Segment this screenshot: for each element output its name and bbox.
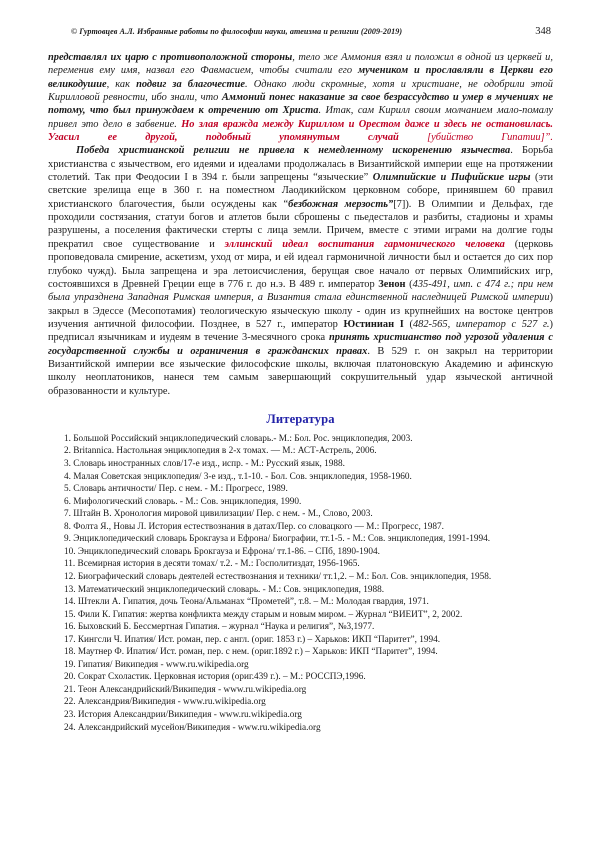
p1-seg-10-red: [убийство Гипатии]”. <box>398 132 554 144</box>
list-item: 8. Фолта Я., Новы Л. История естествознания в датах/Пер. со словацкого — М.: Прогресс, 1987. <box>64 521 444 532</box>
list-item: 11. Всемирная история в десяти томах/ т.2. - М.: Госполитиздат, 1956-1965. <box>64 559 360 570</box>
p1-seg-5: подвиг за благочестие <box>136 78 245 90</box>
p2-seg-12: ) закрыл в Эдессе (Месопотамия) теологическую языческую школу - один из крупнейших на востоке центров изучения античной философии. Позднее, в 527 г., император <box>48 292 553 330</box>
list-item: 6. Мифологический словарь. - М.: Сов. энциклопедия, 1990. <box>64 496 302 507</box>
list-item: 12. Биографический словарь деятелей естествознания и техники/ тт.1,2. – М.: Бол. Сов. энциклопедия, 1958. <box>64 571 492 582</box>
list-item: 24. Александрийский мусейон/Википедия - www.ru.wikipedia.org <box>64 722 321 733</box>
p2-seg-17: принять христианство под угрозой удаления с государственной службы и ограничения в гражданских правах <box>48 332 553 357</box>
p2-seg-9-zeno: Зенон <box>378 278 406 290</box>
p2-seg-18: . В 529 г. он закрыл на территории Византийской империи все языческие философские школы, включая платоновскую Академию и афинскую школу неоплатоников, нанеся тем самым завершающий сокрушительный удар языческой античной образованности и культуре. <box>48 345 553 397</box>
list-item: 17. Кингсли Ч. Ипатия/ Ист. роман, пер. с англ. (ориг. 1853 г.) – Харьков: ИКП “Паритет”, 1994. <box>64 634 441 645</box>
list-item: 23. История Александрии/Википедия - www.ru.wikipedia.org <box>64 709 302 720</box>
p2-seg-16: ) предписал язычникам и иудеям в течение 3-месячного срока <box>48 318 553 344</box>
literature-list <box>48 433 553 734</box>
p2-seg-13-justinian: Юстиниан I <box>343 318 404 330</box>
list-item: 5. Словарь античности/ Пер. с нем. - М.: Прогресс, 1989. <box>64 484 288 495</box>
p2-seg-10: ( <box>405 278 413 290</box>
p2-seg-1: Победа христианской религии не привела к немедленному искоренению язычества <box>76 145 511 157</box>
list-item: 2. Britannica. Настольная энциклопедия в 2-х томах. — М.: АСТ-Астрель, 2006. <box>64 446 377 457</box>
list-item: 20. Сократ Схоластик. Церковная история (ориг.439 г.). – М.: РОССПЭ,1996. <box>64 672 366 683</box>
list-item: 19. Гипатия/ Википедия - www.ru.wikipedia.org <box>64 659 249 670</box>
p2-seg-14: ( <box>403 318 413 330</box>
list-item: 22. Александрия/Википедия - www.ru.wikipedia.org <box>64 697 266 708</box>
list-item: 16. Быховский Б. Бессмертная Гипатия. – журнал “Наука и религия”, №3,1977. <box>64 622 375 633</box>
header-title: © Гуртовцев А.Л. Избранные работы по философии науки, атеизма и религии (2009-2019) <box>71 27 403 36</box>
literature-heading: Литература <box>266 411 335 426</box>
p1-seg-2: , тело же Аммония взял и положил в одной из церквей и, переменив ему имя, назвал его Фавмасием, чтобы считали его <box>48 52 553 77</box>
p2-seg-4: (эти светские зрелища еще в 360 г. на поместном Лаодикийском церковном соборе, принявшем 60 правил христианского благочестия, были осуждены как “ <box>48 172 554 210</box>
list-item: 13. Математический энциклопедический словарь. - М.: Сов. энциклопедия, 1988. <box>64 584 385 595</box>
p2-seg-5: безбожная мерзость” <box>288 198 394 210</box>
list-item: 4. Малая Советская энциклопедия/ 3-е изд., т.1-10. - Бол. Сов. энциклопедия, 1958-1960. <box>64 471 412 482</box>
paragraph-christian-victory <box>48 144 553 398</box>
list-item: 18. Маутнер Ф. Ипатия/ Ист. роман, пер. с нем. (ориг.1892 г.) – Харьков: ИКП “Паритет”, 1994. <box>64 647 438 658</box>
list-item: 1. Большой Российский энциклопедический словарь.- М.: Бол. Рос. энциклопедия, 2003. <box>64 433 413 444</box>
p1-seg-4: , как <box>106 78 137 90</box>
page-number: 348 <box>535 26 551 37</box>
p1-seg-9-red: Но злая вражда между Кириллом и Орестом даже и здесь не остановилась. Угасил ее другой, подобный упомянутым случай <box>48 118 553 144</box>
p1-seg-8: . Итак, сам Кирилл своим молчанием мало-помалу привел это дело в забвение. <box>48 105 553 130</box>
list-item: 7. Штайн В. Хронология мировой цивилизации/ Пер. с нем. - М., Слово, 2003. <box>64 509 373 520</box>
list-item: 15. Фили К. Гипатия: жертва конфликта между старым и новым миром. – Журнал “ВИЕИТ”, 2, 2002. <box>64 609 463 620</box>
paragraph-ammonius <box>48 51 553 144</box>
list-item: 9. Энциклопедический словарь Брокгауза и Ефрона/ Биографии, тт.1-5. - М.: Сов. энциклопедия, 1991-1994. <box>64 534 491 545</box>
p2-seg-15: 482-565, император с 527 г. <box>412 318 550 330</box>
p1-seg-6: . Однако люди скромные, хотя и христиане, не одобрили этой Кирилловой ревности, ибо знали, что <box>48 78 554 104</box>
p2-seg-7-red: эллинский идеал воспитания гармонического человека <box>224 238 505 250</box>
p1-seg-7: Аммоний понес наказание за свое безрассудство и умер в мучениях не потому, что был принуждаем к отречению от Христа <box>48 92 553 117</box>
list-item: 3. Словарь иностранных слов/17-е изд., испр. - М.: Русский язык, 1988. <box>64 459 345 470</box>
p2-seg-3: Олимпийские и Пифийские игры <box>372 172 531 184</box>
list-item: 21. Теон Александрийский/Википедия - www.ru.wikipedia.org <box>64 684 307 695</box>
p2-seg-2: . Борьба христианства с язычеством, его идеями и идеалами продолжалась в Византийской империи еще на протяжении столетий. Так при Феодосии I в 394 г. были запрещены “языческие” <box>48 145 553 184</box>
p1-seg-3: мучеником и прославляли в Церкви его великодушие <box>48 65 553 90</box>
p2-seg-8: (церковь проповедовала смирение, аскетизм, уход от мира, и ей идеал гармоничной личности был и остается до сих пор глубоко чужд). Была запрещена и эра летоисчисления, берущая свое начало от первых Олимпийских игр, состоявшихся в Древней Греции еще в 776 г. до н.э. В 489 г. император <box>48 238 553 290</box>
p2-seg-11: 435-491, имп. с 474 г.; при нем была упразднена Западная Римская империя, а Византия стала единственной наследницей Римской империи <box>48 278 553 304</box>
list-item: 14. Штекли А. Гипатия, дочь Теона/Альманах “Прометей”, т.8. – М.: Молодая гвардия, 1971. <box>64 597 429 608</box>
list-item: 10. Энциклопедический словарь Брокгауза и Ефрона/ тт.1-86. – СПб, 1890-1904. <box>64 546 380 557</box>
p1-seg-1: представлял их царю с противоположной стороны <box>48 52 293 63</box>
body-text <box>48 51 553 398</box>
running-header <box>48 26 553 40</box>
p2-seg-6: [7]). В Олимпии и Дельфах, где проходили состязания, статуи богов и атлетов были сброшены с пьедесталов и разбиты, стадионы и храмы разрушены, а поселения фактически стерты с лица земли. Причем, вместе с этими играми на долгие годы прекратил свое существование и <box>48 198 553 250</box>
